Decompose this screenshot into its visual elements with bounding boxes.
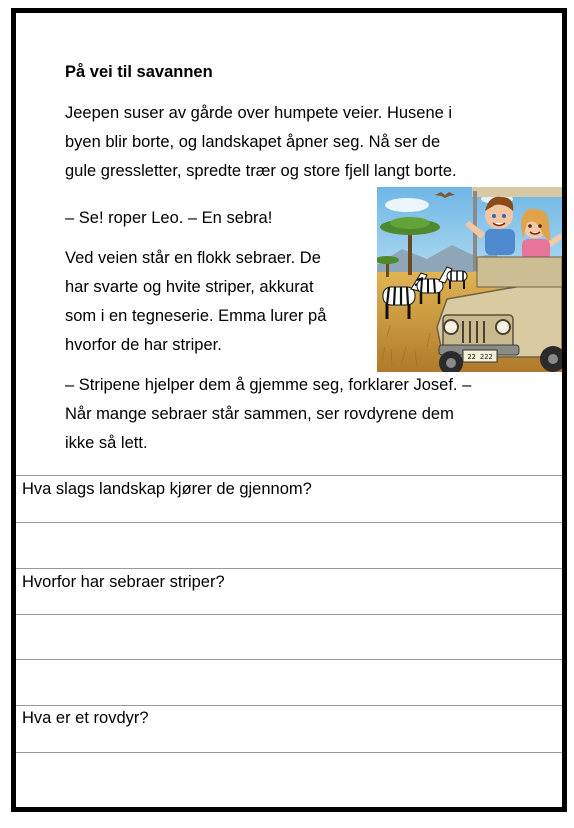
story-line: Ved veien står en flokk sebraer. De — [65, 249, 321, 267]
story-paragraph-4 — [65, 371, 535, 458]
story-line: gule gressletter, spredte trær og store fjell langt borte. — [65, 162, 457, 180]
safari-illustration — [377, 187, 562, 372]
question-3: Hva er et rovdyr? — [22, 709, 149, 727]
story-line: – Stripene hjelper dem å gjemme seg, forklarer Josef. – — [65, 376, 472, 394]
answer-line[interactable] — [16, 522, 562, 523]
answer-line[interactable] — [16, 614, 562, 615]
answer-line[interactable] — [16, 752, 562, 753]
question-2: Hvorfor har sebraer striper? — [22, 573, 225, 591]
story-line: Når mange sebraer står sammen, ser rovdyrene dem — [65, 405, 454, 423]
answer-line[interactable] — [16, 659, 562, 660]
story-title: På vei til savannen — [65, 63, 213, 81]
story-paragraph-3 — [65, 244, 365, 360]
answer-line — [16, 475, 562, 476]
story-line: hvorfor de har striper. — [65, 336, 222, 354]
story-line: ikke så lett. — [65, 434, 148, 452]
story-line: som i en tegneserie. Emma lurer på — [65, 307, 327, 325]
story-line: har svarte og hvite striper, akkurat — [65, 278, 314, 296]
worksheet-page — [11, 8, 567, 812]
story-line: byen blir borte, og landskapet åpner seg. Nå ser de — [65, 133, 441, 151]
answer-line — [16, 705, 562, 706]
story-paragraph-2: – Se! roper Leo. – En sebra! — [65, 209, 273, 227]
question-1: Hva slags landskap kjører de gjennom? — [22, 480, 312, 498]
story-paragraph-1 — [65, 99, 525, 186]
license-plate-text: 22 222 — [467, 353, 493, 361]
story-line: Jeepen suser av gårde over humpete veier. Husene i — [65, 104, 453, 122]
answer-line — [16, 568, 562, 569]
